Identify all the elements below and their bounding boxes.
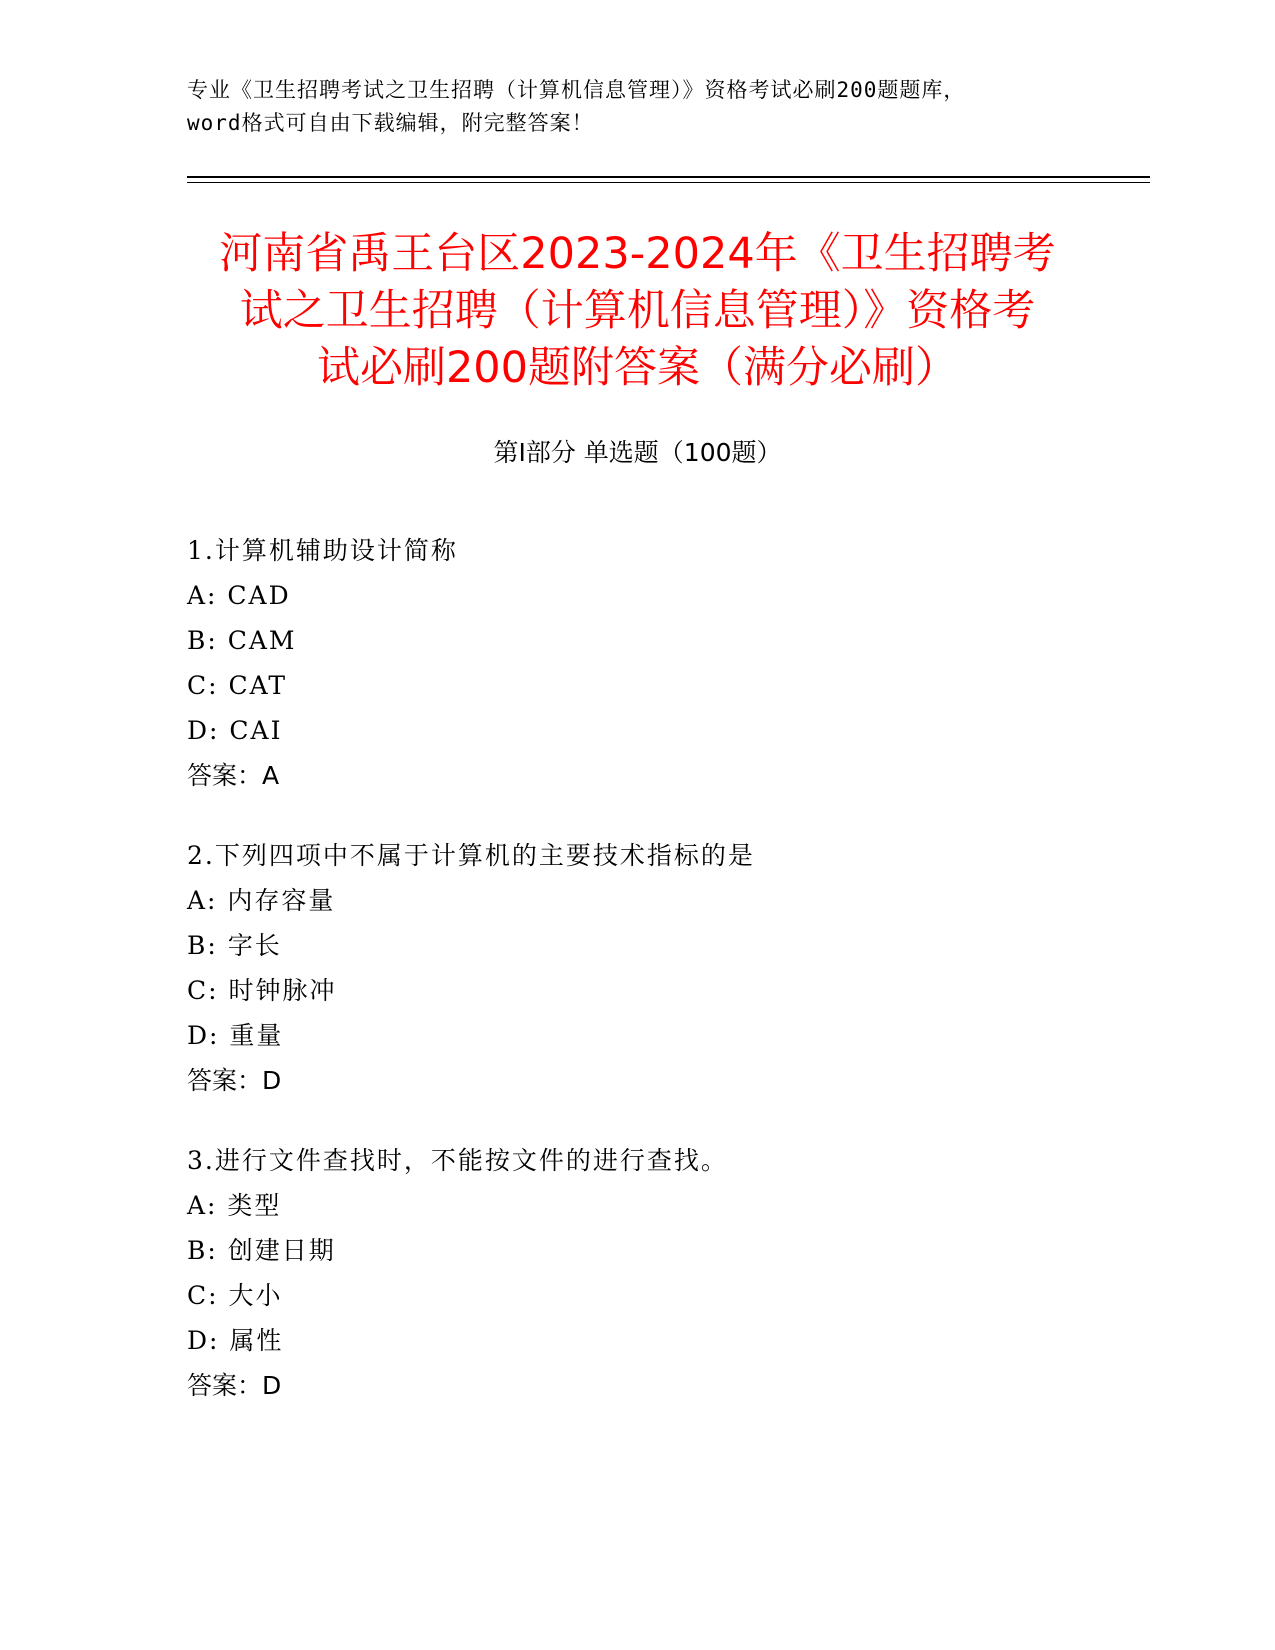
header-rule-thin [187,182,1150,183]
option-a: A: 类型 [187,1191,282,1220]
option-c: C: CAT [187,671,287,700]
option-d: D: 重量 [187,1021,284,1050]
option-c: C: 时钟脉冲 [187,976,337,1005]
answer-line: 答案：D [187,1066,282,1095]
header-note-line-2: word格式可自由下载编辑，附完整答案！ [187,111,594,135]
question-stem: 2.下列四项中不属于计算机的主要技术指标的是 [187,841,755,870]
option-d: D: CAI [187,716,283,745]
option-a: A: 内存容量 [187,886,336,915]
option-b: B: 字长 [187,931,282,960]
section-title: 第Ⅰ部分 单选题（100题） [493,438,782,467]
option-b: B: 创建日期 [187,1236,336,1265]
option-a: A: CAD [187,581,291,610]
option-d: D: 属性 [187,1326,284,1355]
document-title-line-1: 河南省禹王台区2023-2024年《卫生招聘考 [219,229,1056,279]
document-title-line-2: 试之卫生招聘（计算机信息管理）》资格考 [239,286,1036,336]
document-title [150,226,1125,397]
question-1 [187,528,1147,798]
question-stem: 3.进行文件查找时，不能按文件的进行查找。 [187,1146,728,1175]
question-3 [187,1138,1147,1408]
header-note-line-1: 专业《卫生招聘考试之卫生招聘（计算机信息管理）》资格考试必刷200题题库， [187,78,966,102]
question-list [187,528,1147,1443]
document-title-line-3: 试必刷200题附答案（满分必刷） [316,343,959,393]
option-b: B: CAM [187,626,297,655]
answer-line: 答案：D [187,1371,282,1400]
option-c: C: 大小 [187,1281,283,1310]
question-2 [187,833,1147,1103]
question-stem: 1.计算机辅助设计简称 [187,536,458,565]
header-note [187,74,1087,140]
header-rule-thick [187,176,1150,178]
answer-line: 答案：A [187,761,280,790]
